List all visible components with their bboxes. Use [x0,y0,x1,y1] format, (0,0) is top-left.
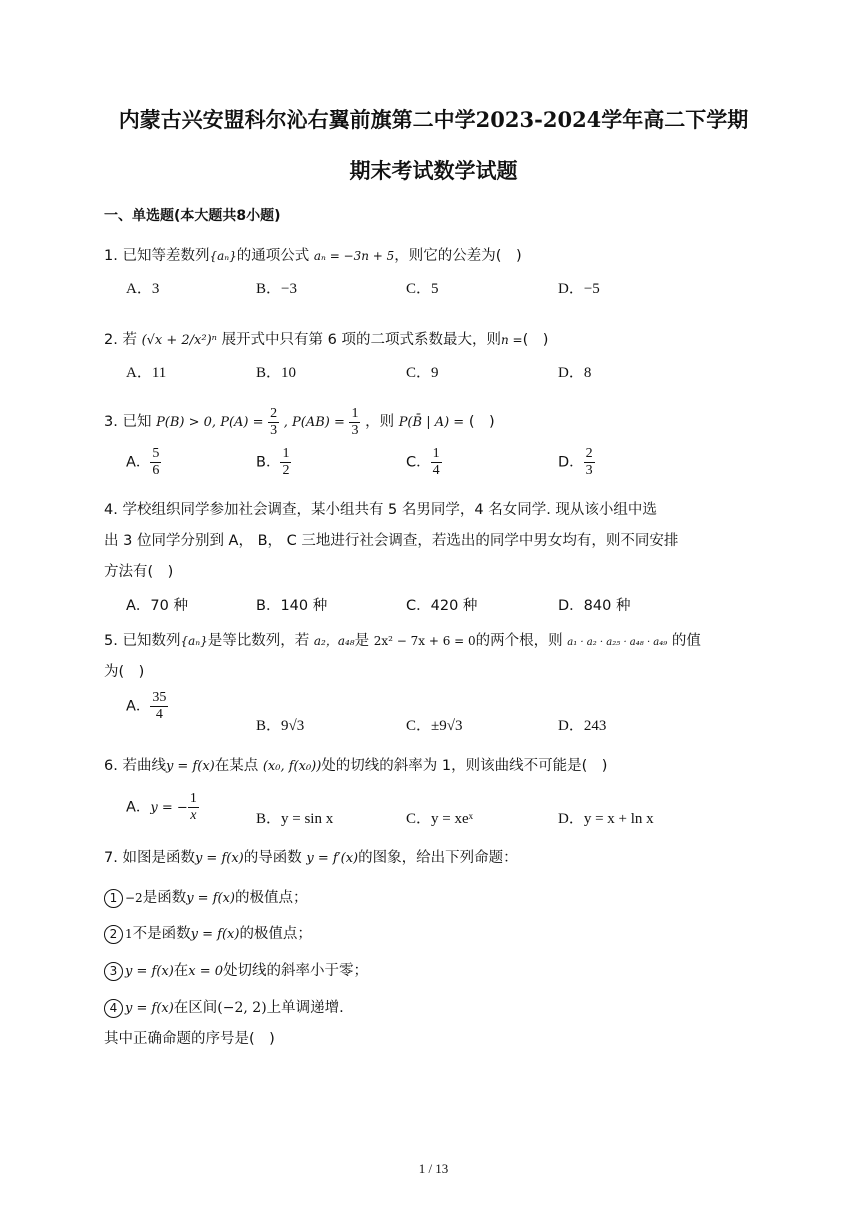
title-line-1: 内蒙古兴安盟科尔沁右翼前旗第二中学2023-2024学年高二下学期 [118,107,749,132]
q3-fraction-1: $\frac{2}{3}$ [270,405,278,438]
q3-fraction-2: $\frac{1}{3}$ [351,405,359,438]
q7-statement-3: 3 y = f(x)在x = 0处切线的斜率小于零； [104,961,368,982]
q2-option-b: B．10 [256,365,297,381]
q2-option-c: C．9 [406,365,439,381]
circled-number-2: 2 [104,925,123,944]
q6-option-c: C．y = xeˣ [406,811,473,827]
q1-option-a: A．3 [126,281,160,297]
q7-statement-1: 1 −2是函数y = f(x)的极值点； [104,888,308,909]
q2-option-d: D．8 [558,365,592,381]
q4-option-c: C．420 种 [406,598,478,614]
question-4-line-3: 方法有( ) [104,564,174,580]
q6-option-a: A．y = − $\frac{1}{x}$ [126,791,197,823]
q1-option-c: C．5 [406,281,439,297]
q1-option-d: D．−5 [558,281,600,297]
q7-statement-4: 4 y = f(x)在区间(−2, 2)上单调递增. [104,998,344,1019]
q5-option-b: B．9√3 [256,718,305,734]
q5-option-a: A． $\frac{35}{4}$ [126,690,167,722]
title-line-2: 期末考试数学试题 [349,158,518,183]
question-3: 3. 已知 P(B) > 0, P(A) = $\frac{2}{3}$ , P(AB) = $\frac{1}{3}$ ，则 P(B̄ | A) = ( ) [104,405,495,438]
q5-option-d: D．243 [558,718,607,734]
q3-option-a: A． $\frac{5}{6}$ [126,446,160,478]
question-6: 6. 若曲线y = f(x)在某点 (x₀, f(x₀))处的切线的斜率为 1，则该曲线不可能是( ) [104,758,608,774]
circled-number-1: 1 [104,889,123,908]
circled-number-4: 4 [104,999,123,1018]
question-5-line-2: 为( ) [104,664,145,680]
section-heading: 一、单选题(本大题共8小题) [104,208,281,224]
page-number: 1 / 13 [418,1161,449,1176]
q5-option-c: C．±9√3 [406,718,463,734]
q7-closing-line: 其中正确命题的序号是( ) [104,1031,275,1047]
question-5: 5. 已知数列{aₙ}是等比数列，若 a₂，a₄₈是 2x² − 7x + 6 = 0的两个根，则 a₁ · a₂ · a₂₅ · a₄₈ · a₄₉ 的值 [104,633,701,649]
q3-option-c: C． $\frac{1}{4}$ [406,446,440,478]
question-7: 7. 如图是函数y = f(x)的导函数 y = f′(x)的图象，给出下列命题： [104,850,518,866]
q2-option-a: A．11 [126,365,167,381]
q3-option-d: D． $\frac{2}{3}$ [558,446,593,478]
question-4-line-2: 出 3 位同学分别到 A， B， C 三地进行社会调查，若选出的同学中男女均有，则不同安排 [104,533,679,549]
question-2: 2. 若 (√x + 2/x²)ⁿ 展开式中只有第 6 项的二项式系数最大，则n =( ) [104,332,549,348]
q4-option-b: B．140 种 [256,598,328,614]
q7-statement-2: 2 1不是函数y = f(x)的极值点； [104,924,312,945]
q6-option-d: D．y = x + ln x [558,811,654,827]
q3-option-b: B． $\frac{1}{2}$ [256,446,290,478]
q4-option-d: D．840 种 [558,598,631,614]
q4-option-a: A．70 种 [126,598,188,614]
question-4-line-1: 4. 学校组织同学参加社会调查，某小组共有 5 名男同学，4 名女同学. 现从该小组中选 [104,502,657,518]
circled-number-3: 3 [104,962,123,981]
q1-option-b: B．−3 [256,281,297,297]
q6-option-b: B．y = sin x [256,811,334,827]
question-1: 1. 已知等差数列{aₙ}的通项公式 aₙ = −3n + 5，则它的公差为( ) [104,248,522,264]
